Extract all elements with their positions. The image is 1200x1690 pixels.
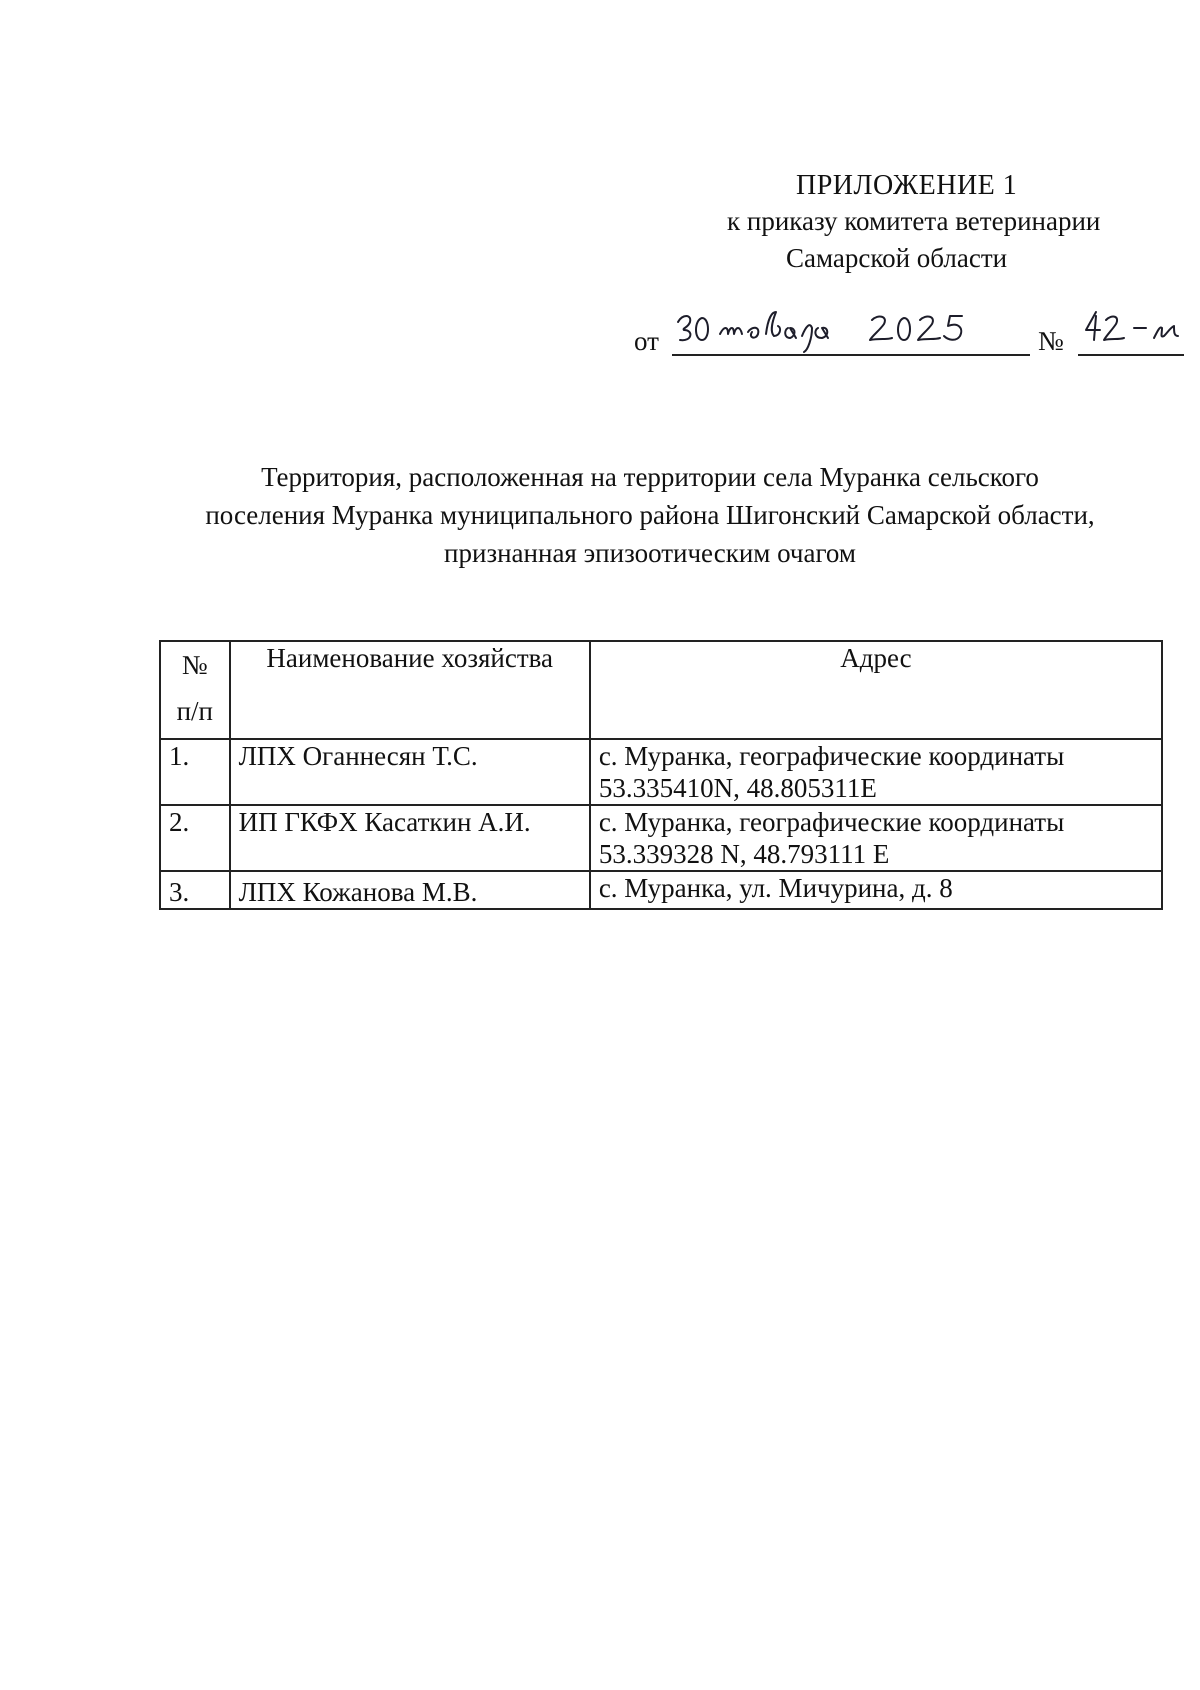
row-address — [590, 739, 1162, 805]
heading-line-2: поселения Муранка муниципального района Шигонский Самарской области, — [205, 500, 1095, 530]
order-date-number-row — [634, 312, 1174, 360]
row-address — [590, 871, 1162, 909]
date-prefix: от — [634, 326, 659, 356]
row-address-line-2: 53.335410N, 48.805311E — [598, 773, 877, 803]
table-header-row — [160, 641, 1162, 739]
row-address-line-1: с. Муранка, ул. Мичурина, д. 8 — [598, 873, 953, 903]
header-address: Адрес — [590, 641, 1162, 739]
row-address-line-1: с. Муранка, географические координаты — [598, 741, 1065, 771]
row-farm-name: ИП ГКФХ Касаткин А.И. — [230, 805, 590, 871]
heading-line-1: Территория, расположенная на территории села Муранка сельского — [261, 462, 1039, 492]
handwritten-date-scribble — [672, 306, 1030, 356]
document-heading — [150, 458, 1150, 572]
number-sign: № — [1038, 326, 1064, 356]
row-address-line-1: с. Муранка, географические координаты — [598, 807, 1065, 837]
heading-line-3: признанная эпизоотическим очагом — [444, 538, 856, 568]
table-row — [160, 739, 1162, 805]
header-number-abbrev: п/п — [176, 696, 213, 726]
row-number: 2. — [160, 805, 230, 871]
table-row — [160, 871, 1162, 909]
handwritten-number — [1078, 312, 1184, 356]
handwritten-date — [672, 312, 1030, 356]
row-number: 1. — [160, 739, 230, 805]
handwritten-number-scribble — [1078, 306, 1184, 356]
row-address — [590, 805, 1162, 871]
annex-title: ПРИЛОЖЕНИЕ 1 — [796, 170, 1018, 201]
row-number: 3. — [160, 871, 230, 909]
table-row — [160, 805, 1162, 871]
row-farm-name: ЛПХ Оганнесян Т.С. — [230, 739, 590, 805]
row-farm-name: ЛПХ Кожанова М.В. — [230, 871, 590, 909]
annex-order-reference: к приказу комитета ветеринарии — [727, 206, 1101, 236]
farms-table — [159, 640, 1163, 910]
annex-region: Самарской области — [786, 243, 1008, 273]
row-address-line-2: 53.339328 N, 48.793111 E — [598, 839, 890, 869]
header-number-symbol: № — [181, 650, 208, 680]
header-farm-name: Наименование хозяйства — [230, 641, 590, 739]
header-number — [160, 641, 230, 739]
